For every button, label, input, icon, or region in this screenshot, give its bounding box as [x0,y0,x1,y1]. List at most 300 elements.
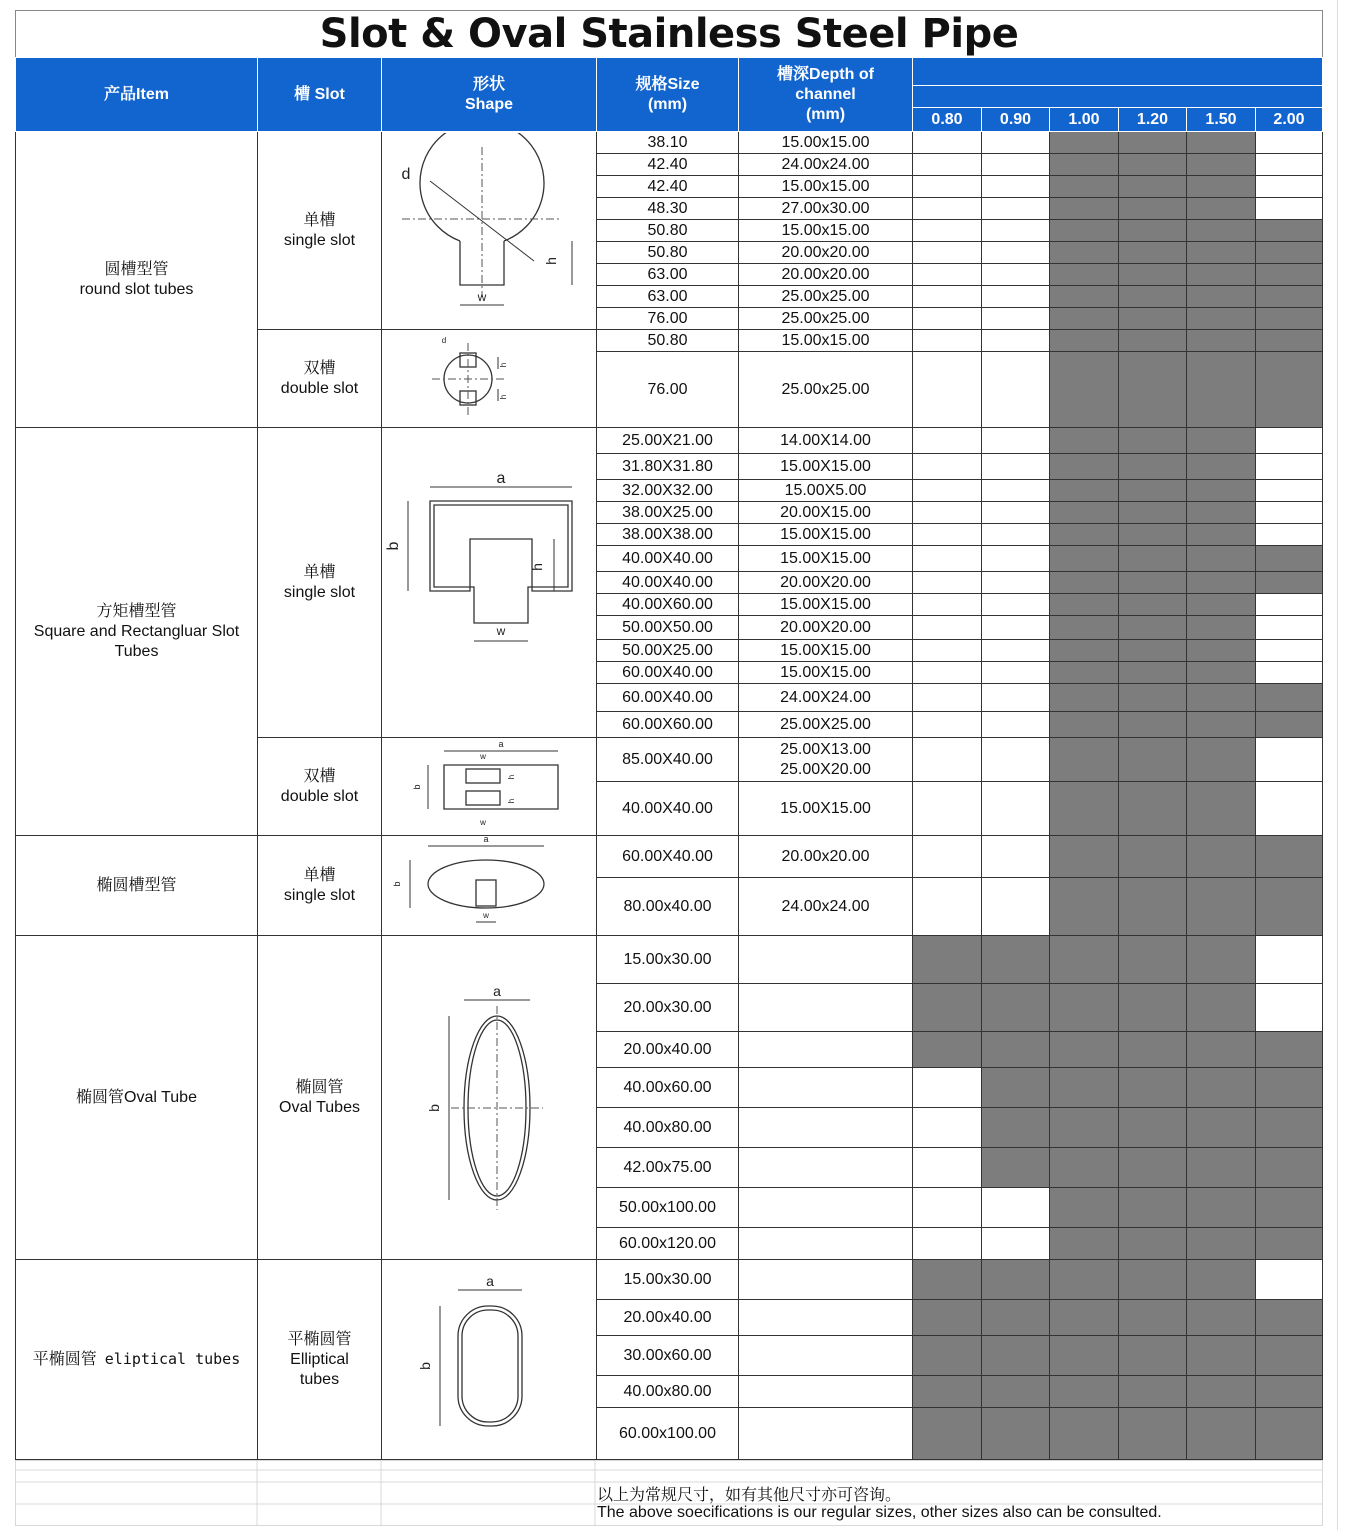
depth-value: 15.00x15.00 [781,221,870,239]
depth-cell [739,1188,913,1228]
availability-cell-available [1187,132,1256,154]
slot-name-en: Elliptical [290,1350,349,1368]
availability-cell-available [1187,984,1256,1032]
availability-cell-empty [913,132,982,154]
availability-cell-available [1187,1376,1256,1408]
size-cell: 50.80 [597,220,739,242]
availability-cell-empty [913,836,982,878]
availability-cell-available [1119,738,1187,782]
slot-name-en: double slot [280,379,359,397]
size-cell: 38.10 [597,132,739,154]
availability-cell-available [913,1408,982,1460]
shape-drawing-oval-slot [382,837,596,935]
availability-cell-available [1119,1260,1187,1300]
slot-name-en: single slot [283,231,356,249]
availability-cell-empty [982,428,1050,454]
shape-cell [382,132,597,330]
availability-cell-empty [1256,480,1323,502]
size-cell: 60.00x120.00 [597,1228,739,1260]
depth-value: 15.00x15.00 [781,331,870,349]
availability-cell-empty [913,616,982,640]
depth-value: 25.00x25.00 [781,380,870,398]
header-thickness-5: 2.00 [1256,108,1323,132]
availability-cell-empty [982,154,1050,176]
depth-cell [739,330,913,352]
depth-value: 27.00x30.00 [781,199,870,217]
size-cell: 50.00x100.00 [597,1188,739,1228]
availability-cell-available [1050,132,1119,154]
depth-cell [739,1408,913,1460]
availability-cell-empty [913,1068,982,1108]
depth-cell [739,428,913,454]
item-name-cn: 平椭圆管 [32,1350,97,1368]
availability-cell-available [1119,1336,1187,1376]
header-item: 产品Item [16,58,258,132]
slot-name-en: single slot [283,886,356,904]
depth-cell [739,154,913,176]
notes-area [15,1460,1323,1526]
shape-dim-label: b [426,1103,442,1112]
availability-cell-available [1050,454,1119,480]
availability-cell-empty [982,264,1050,286]
availability-cell-empty [1256,502,1323,524]
size-cell: 20.00x40.00 [597,1032,739,1068]
availability-cell-empty [913,572,982,594]
depth-value: 24.00X24.00 [780,688,871,706]
shape-drawing-round-single [382,133,596,329]
availability-cell-available [1119,330,1187,352]
slot-name-cn: 单槽 [303,866,336,884]
availability-cell-available [1187,198,1256,220]
availability-cell-empty [982,878,1050,936]
availability-cell-empty [982,176,1050,198]
availability-cell-available [1187,454,1256,480]
depth-cell [739,1260,913,1300]
availability-cell-available [1119,616,1187,640]
availability-cell-available [982,984,1050,1032]
availability-cell-available [1187,684,1256,712]
availability-cell-empty [913,662,982,684]
size-cell: 48.30 [597,198,739,220]
size-cell: 20.00x30.00 [597,984,739,1032]
shape-dim-label: h [507,774,516,779]
availability-cell-available [1187,936,1256,984]
availability-cell-empty [913,352,982,428]
shape-dim-label: h [543,256,559,265]
depth-value: 15.00x15.00 [781,133,870,151]
header-thickness-blank-1 [913,58,1323,86]
size-cell: 42.40 [597,176,739,198]
availability-cell-available [1187,1260,1256,1300]
availability-cell-empty [1256,428,1323,454]
availability-cell-available [1187,1228,1256,1260]
depth-cell [739,984,913,1032]
availability-cell-empty [913,480,982,502]
slot-cell [258,738,382,836]
item-name-cn: 圆槽型管 [104,260,169,278]
header-shape [382,58,597,132]
availability-cell-available [1256,546,1323,572]
depth-cell [739,782,913,836]
availability-cell-available [1050,198,1119,220]
availability-cell-empty [913,594,982,616]
size-cell: 85.00X40.00 [597,738,739,782]
availability-cell-available [1119,878,1187,936]
depth-cell [739,712,913,738]
header-depth [739,58,913,132]
item-cell [16,132,258,428]
header-thickness-0: 0.80 [913,108,982,132]
availability-cell-available [913,1300,982,1336]
depth-cell [739,480,913,502]
note-cn: 以上为常规尺寸，如有其他尺寸亦可咨询。 [597,1487,902,1504]
availability-cell-available [913,984,982,1032]
depth-value: 15.00X15.00 [780,595,871,613]
availability-cell-available [1050,1376,1119,1408]
depth-cell [739,662,913,684]
availability-cell-available [1187,264,1256,286]
availability-cell-available [1187,330,1256,352]
availability-cell-available [1187,1148,1256,1188]
availability-cell-available [1119,286,1187,308]
availability-cell-available [1256,1228,1323,1260]
slot-cell [258,132,382,330]
availability-cell-available [1119,572,1187,594]
availability-cell-empty [913,502,982,524]
availability-cell-available [1050,984,1119,1032]
depth-cell [739,936,913,984]
size-cell: 30.00x60.00 [597,1336,739,1376]
availability-cell-available [1050,936,1119,984]
availability-cell-empty [1256,176,1323,198]
size-cell: 80.00x40.00 [597,878,739,936]
shape-cell [382,1260,597,1460]
availability-cell-available [1119,524,1187,546]
size-cell: 60.00x100.00 [597,1408,739,1460]
availability-cell-available [1050,502,1119,524]
item-name-en: Square and Rectangluar Slot Tubes [33,622,240,660]
availability-cell-available [1119,198,1187,220]
depth-cell [739,132,913,154]
availability-cell-available [1119,936,1187,984]
availability-cell-empty [913,684,982,712]
availability-cell-available [1050,782,1119,836]
availability-cell-empty [982,480,1050,502]
availability-cell-available [1050,640,1119,662]
availability-cell-available [1187,524,1256,546]
size-cell: 42.00x75.00 [597,1148,739,1188]
availability-cell-empty [982,684,1050,712]
size-cell: 40.00x80.00 [597,1108,739,1148]
size-cell: 50.00X25.00 [597,640,739,662]
availability-cell-available [982,1108,1050,1148]
size-cell: 50.80 [597,330,739,352]
availability-cell-available [1050,264,1119,286]
size-cell: 15.00x30.00 [597,1260,739,1300]
availability-cell-available [1119,242,1187,264]
availability-cell-available [1187,242,1256,264]
depth-value: 25.00x25.00 [781,287,870,305]
depth-cell [739,502,913,524]
availability-cell-available [1256,1032,1323,1068]
availability-cell-available [1119,712,1187,738]
availability-cell-available [1256,242,1323,264]
availability-cell-available [1050,352,1119,428]
size-cell: 60.00X40.00 [597,684,739,712]
shape-cell [382,738,597,836]
depth-cell [739,264,913,286]
availability-cell-available [1187,712,1256,738]
availability-cell-empty [913,782,982,836]
header-depth-unit: (mm) [805,105,846,123]
page-edge-line [1337,0,1338,1530]
availability-cell-empty [913,176,982,198]
availability-cell-available [1119,1376,1187,1408]
availability-cell-empty [982,738,1050,782]
shape-dim-label: a [483,836,489,844]
availability-cell-available [1050,428,1119,454]
availability-cell-empty [1256,454,1323,480]
availability-cell-available [1119,546,1187,572]
shape-dim-label: h [507,798,516,803]
header-thickness-3: 1.20 [1119,108,1187,132]
availability-cell-empty [1256,198,1323,220]
availability-cell-available [1050,712,1119,738]
availability-cell-available [1050,308,1119,330]
availability-cell-empty [1256,984,1323,1032]
availability-cell-available [1050,616,1119,640]
depth-cell [739,242,913,264]
slot-name-en: Oval Tubes [279,1098,360,1116]
size-cell: 40.00x80.00 [597,1376,739,1408]
availability-cell-empty [982,308,1050,330]
table-row [16,428,1323,454]
shape-cell [382,936,597,1260]
depth-cell [739,1148,913,1188]
availability-cell-available [1050,242,1119,264]
availability-cell-empty [913,198,982,220]
availability-cell-empty [982,198,1050,220]
slot-cell [258,428,382,738]
availability-cell-empty [913,154,982,176]
availability-cell-empty [1256,154,1323,176]
slot-cell [258,330,382,428]
availability-cell-available [1119,836,1187,878]
availability-cell-empty [913,1108,982,1148]
size-cell: 42.40 [597,154,739,176]
depth-cell [739,1376,913,1408]
slot-name-en: single slot [283,583,356,601]
availability-cell-empty [982,640,1050,662]
availability-cell-available [1050,1408,1119,1460]
availability-cell-available [982,1408,1050,1460]
slot-name-en: double slot [280,787,359,805]
availability-cell-available [1119,1300,1187,1336]
availability-cell-available [1050,836,1119,878]
availability-cell-empty [913,738,982,782]
slot-name-cn: 双槽 [303,767,336,785]
availability-cell-available [1119,1408,1187,1460]
slot-name-cn: 双槽 [303,359,336,377]
header-thickness-blank-2 [913,86,1323,108]
availability-cell-available [1050,1148,1119,1188]
availability-cell-available [1050,684,1119,712]
shape-dim-label: a [493,982,501,999]
availability-cell-empty [982,352,1050,428]
availability-cell-available [1050,286,1119,308]
depth-value: 15.00X15.00 [780,663,871,681]
availability-cell-available [1119,132,1187,154]
availability-cell-available [1050,1336,1119,1376]
slot-cell [258,1260,382,1460]
availability-cell-available [1187,308,1256,330]
availability-cell-available [1119,1108,1187,1148]
header-depth-line2: channel [795,85,856,103]
availability-cell-available [1050,176,1119,198]
slot-cell [258,836,382,936]
shape-drawing-rect-double [382,739,596,835]
availability-cell-available [1187,480,1256,502]
availability-cell-empty [982,242,1050,264]
header-thickness-2: 1.00 [1050,108,1119,132]
size-cell: 31.80X31.80 [597,454,739,480]
availability-cell-empty [913,454,982,480]
availability-cell-available [1050,594,1119,616]
availability-cell-available [1187,662,1256,684]
availability-cell-available [1050,524,1119,546]
availability-cell-empty [913,264,982,286]
depth-value: 15.00X15.00 [780,457,871,475]
availability-cell-available [1256,572,1323,594]
header-size [597,58,739,132]
depth-cell [739,640,913,662]
size-cell: 40.00X60.00 [597,594,739,616]
depth-cell [739,1068,913,1108]
availability-cell-available [1187,546,1256,572]
size-cell: 76.00 [597,308,739,330]
availability-cell-available [1256,286,1323,308]
header-size-label: 规格Size [635,75,700,93]
availability-cell-available [1119,502,1187,524]
availability-cell-empty [913,640,982,662]
header-size-unit: (mm) [647,95,688,113]
availability-cell-empty [982,712,1050,738]
item-cell [16,1260,258,1460]
availability-cell-empty [982,616,1050,640]
shape-dim-label: b [385,541,402,550]
availability-cell-available [1187,878,1256,936]
availability-cell-available [1256,330,1323,352]
shape-drawing-rect-single [382,429,596,737]
depth-cell [739,1336,913,1376]
availability-cell-available [1119,264,1187,286]
depth-cell [739,738,913,782]
shape-dim-label: h [499,362,508,367]
availability-cell-available [1119,480,1187,502]
depth-value: 15.00X5.00 [784,481,867,499]
availability-cell-available [1050,220,1119,242]
availability-cell-available [1050,480,1119,502]
size-cell: 20.00x40.00 [597,1300,739,1336]
depth-cell [739,308,913,330]
depth-value: 24.00x24.00 [781,897,870,915]
availability-cell-empty [1256,524,1323,546]
availability-cell-available [982,1260,1050,1300]
availability-cell-empty [982,1188,1050,1228]
availability-cell-available [1050,878,1119,936]
availability-cell-empty [913,1188,982,1228]
availability-cell-available [1119,1032,1187,1068]
availability-cell-available [1119,684,1187,712]
availability-cell-empty [982,546,1050,572]
availability-cell-available [1187,616,1256,640]
availability-cell-empty [1256,594,1323,616]
depth-value: 25.00x25.00 [781,309,870,327]
shape-dim-label: d [401,165,411,183]
depth-cell [739,524,913,546]
item-name-en: round slot tubes [79,280,194,298]
size-cell: 38.00X25.00 [597,502,739,524]
slot-cell [258,936,382,1260]
availability-cell-available [1187,1108,1256,1148]
availability-cell-available [1256,1376,1323,1408]
availability-cell-available [1119,1188,1187,1228]
depth-cell [739,352,913,428]
availability-cell-available [1119,1068,1187,1108]
shape-cell [382,428,597,738]
item-name-cn: 方矩槽型管 [96,602,177,620]
availability-cell-available [1187,594,1256,616]
availability-cell-available [1119,154,1187,176]
page-title: Slot & Oval Stainless Steel Pipe [15,10,1323,57]
availability-cell-available [1119,176,1187,198]
size-cell: 63.00 [597,286,739,308]
availability-cell-available [913,1032,982,1068]
size-cell: 60.00X60.00 [597,712,739,738]
slot-name-cn: 单槽 [303,211,336,229]
availability-cell-empty [913,286,982,308]
availability-cell-empty [913,1148,982,1188]
shape-drawing-flat-oval [382,1261,596,1459]
depth-cell [739,546,913,572]
availability-cell-empty [982,454,1050,480]
availability-cell-empty [982,220,1050,242]
shape-dim-label: a [496,469,506,487]
item-name-cn: 椭圆管Oval Tube [76,1088,197,1106]
shape-dim-label: h [529,562,545,571]
availability-cell-available [1050,1068,1119,1108]
availability-cell-available [1050,330,1119,352]
size-cell: 32.00X32.00 [597,480,739,502]
shape-dim-label: d [441,335,447,345]
depth-cell [739,1032,913,1068]
shape-drawing-round-double [382,331,596,427]
depth-value: 15.00X15.00 [780,525,871,543]
item-name-cn: 椭圆槽型管 [96,876,177,894]
availability-cell-available [1256,1300,1323,1336]
availability-cell-empty [913,330,982,352]
availability-cell-available [1256,878,1323,936]
availability-cell-available [1050,572,1119,594]
availability-cell-available [1187,1408,1256,1460]
availability-cell-available [1187,1300,1256,1336]
availability-cell-available [913,1376,982,1408]
availability-cell-empty [913,220,982,242]
depth-value: 24.00x24.00 [781,155,870,173]
availability-cell-available [1256,836,1323,878]
shape-dim-label: w [496,623,506,638]
depth-value: 20.00X20.00 [780,573,871,591]
